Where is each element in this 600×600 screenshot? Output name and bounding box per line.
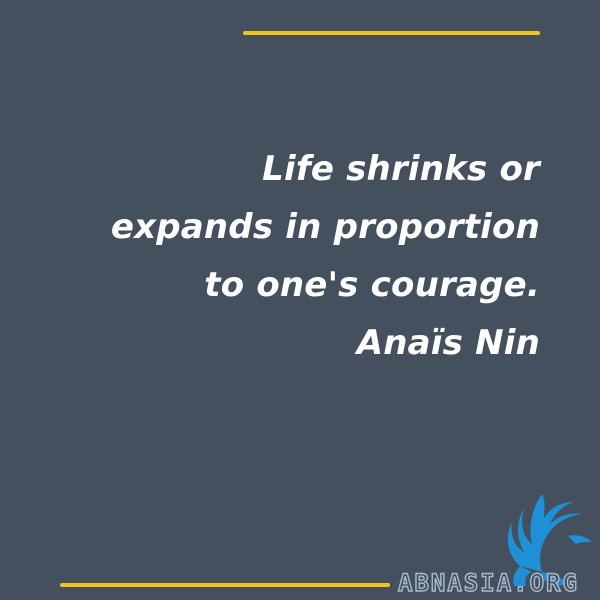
- quote-line-2: expands in proportion: [110, 207, 540, 247]
- quote-line-3: to one's courage.: [204, 265, 540, 305]
- top-accent-line: [243, 31, 540, 35]
- quote-line-1: Life shrinks or: [262, 149, 540, 189]
- bottom-accent-line: [60, 583, 390, 587]
- brand-logo: [392, 486, 600, 600]
- brand-text: ABNASIA.ORG: [398, 569, 579, 597]
- quote-author: Anaïs Nin: [356, 323, 540, 363]
- quote-block: [40, 140, 540, 372]
